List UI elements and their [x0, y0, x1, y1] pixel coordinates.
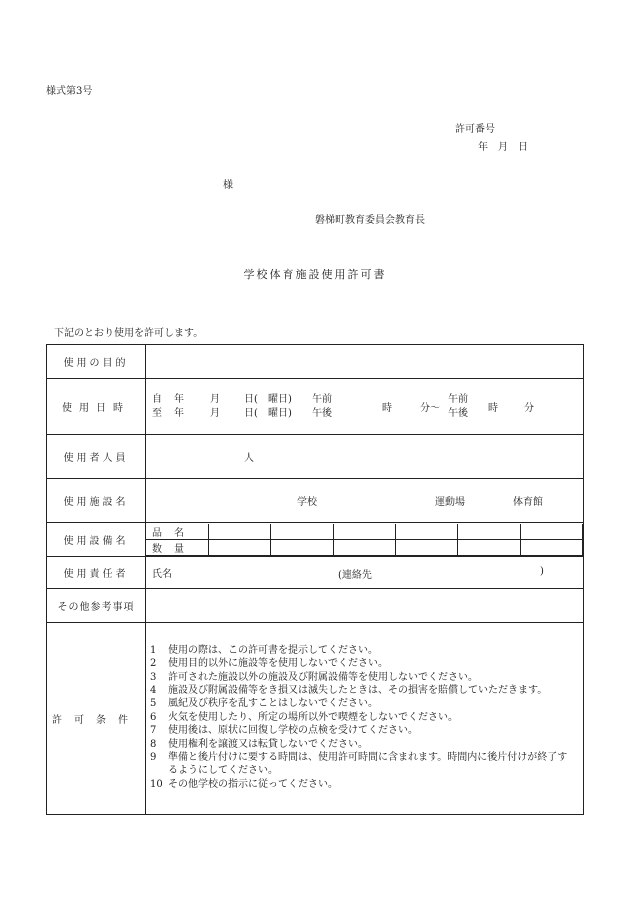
to-month: 月 — [210, 407, 220, 419]
row-facility — [47, 479, 584, 523]
row-conditions — [47, 623, 584, 815]
datetime-field[interactable] — [146, 379, 584, 435]
condition-item — [150, 684, 577, 697]
row-people — [47, 435, 584, 479]
equipment-quantity-cell[interactable] — [271, 539, 333, 555]
to-am: 午前 — [448, 393, 468, 405]
row-other — [47, 589, 584, 623]
to-pm: 午後 — [448, 407, 468, 419]
equipment-quantity-cell[interactable] — [458, 539, 520, 555]
permit-table — [46, 344, 584, 815]
from-year: 年 — [174, 393, 184, 405]
from-label: 自 — [152, 393, 162, 405]
form-number: 様式第3号 — [46, 86, 93, 97]
equipment-quantity-cell[interactable] — [520, 539, 582, 555]
condition-number: 4 — [150, 684, 157, 696]
row-responsible — [47, 557, 584, 589]
row-equipment — [47, 523, 584, 557]
from-day: 日( — [244, 393, 258, 405]
condition-number: 6 — [150, 711, 157, 723]
recipient-honorific: 様 — [223, 180, 233, 191]
condition-text: その他学校の指示に従ってください。 — [168, 778, 338, 790]
condition-text: 風紀及び秩序を乱すことはしないでください。 — [168, 698, 378, 710]
equipment-item-cell[interactable] — [458, 524, 520, 540]
to-day: 日( — [244, 407, 258, 419]
purpose-label: 使用の目的 — [47, 345, 146, 379]
from-am: 午前 — [312, 393, 332, 405]
start-hour: 時 — [382, 402, 392, 414]
start-minute-to: 分〜 — [420, 402, 440, 414]
equipment-quantity-cell[interactable] — [333, 539, 395, 555]
people-field[interactable] — [146, 435, 584, 479]
condition-item — [150, 778, 577, 791]
conditions-label: 許可条件 — [47, 623, 146, 815]
equipment-quantity-cell[interactable] — [209, 539, 271, 555]
row-datetime — [47, 379, 584, 435]
responsible-field[interactable] — [146, 557, 584, 589]
equipment-item-cell[interactable] — [520, 524, 582, 540]
facility-field[interactable] — [146, 479, 584, 523]
condition-item — [150, 697, 577, 710]
condition-number: 5 — [150, 698, 157, 710]
condition-item — [150, 724, 577, 737]
condition-number: 7 — [150, 725, 157, 737]
permit-number-label: 許可番号 — [455, 124, 495, 135]
condition-item — [150, 657, 577, 670]
to-label: 至 — [152, 407, 162, 419]
equipment-item-cell[interactable] — [395, 524, 457, 540]
condition-text: 準備と後片付けに要する時間は、使用許可時間に含まれます。時間内に後片付けが終了するようにしてください。 — [168, 752, 568, 777]
condition-text: 許可された施設以外の施設及び附属設備等を使用しないでください。 — [168, 671, 478, 683]
issue-date-label: 年 月 日 — [478, 142, 528, 153]
equipment-item-cell[interactable] — [333, 524, 395, 540]
other-label: その他参考事項 — [47, 589, 146, 623]
issuer-name: 磐梯町教育委員会教育長 — [315, 215, 425, 226]
condition-text: 使用目的以外に施設等を使用しないでください。 — [168, 658, 388, 670]
condition-item — [150, 751, 577, 778]
condition-number: 9 — [150, 752, 157, 764]
facility-gym: 体育館 — [513, 497, 543, 508]
end-hour: 時 — [488, 402, 498, 414]
equipment-quantity-cell[interactable] — [395, 539, 457, 555]
responsible-label: 使用責任者 — [47, 557, 146, 589]
condition-number: 2 — [150, 658, 157, 670]
people-label: 使用者人員 — [47, 435, 146, 479]
row-purpose — [47, 345, 584, 379]
condition-item — [150, 644, 577, 657]
facility-ground: 運動場 — [435, 497, 465, 508]
condition-text: 使用権利を譲渡又は転貸しないでください。 — [168, 738, 368, 750]
condition-number: 10 — [150, 778, 163, 790]
end-minute: 分 — [524, 402, 534, 414]
conditions-field — [146, 623, 584, 815]
conditions-list — [146, 642, 583, 795]
facility-school: 学校 — [297, 497, 317, 508]
equipment-item-label: 品名 — [146, 524, 209, 540]
from-month: 月 — [210, 393, 220, 405]
purpose-field[interactable] — [146, 345, 584, 379]
equipment-item-cell[interactable] — [209, 524, 271, 540]
equipment-label: 使用設備名 — [47, 523, 146, 557]
to-weekday: 曜日) — [268, 407, 292, 419]
to-year: 年 — [174, 407, 184, 419]
equipment-quantity-label: 数量 — [146, 539, 209, 555]
datetime-label: 使用日時 — [47, 379, 146, 435]
other-field[interactable] — [146, 589, 584, 623]
responsible-contact-close: ) — [540, 566, 544, 577]
equipment-field — [146, 523, 584, 557]
condition-text: 使用後は、原状に回復し学校の点検を受けてください。 — [168, 725, 418, 737]
from-weekday: 曜日) — [268, 393, 292, 405]
condition-number: 1 — [150, 644, 157, 656]
document-title: 学校体育施設使用許可書 — [243, 268, 387, 281]
lead-text: 下記のとおり使用を許可します。 — [54, 328, 204, 339]
people-unit: 人 — [244, 453, 254, 464]
condition-text: 使用の際は、この許可書を提示してください。 — [168, 644, 378, 656]
facility-label: 使用施設名 — [47, 479, 146, 523]
responsible-name-label: 氏名 — [152, 569, 172, 580]
condition-item — [150, 711, 577, 724]
from-pm: 午後 — [312, 407, 332, 419]
condition-item — [150, 738, 577, 751]
condition-number: 8 — [150, 738, 157, 750]
condition-item — [150, 671, 577, 684]
equipment-item-cell[interactable] — [271, 524, 333, 540]
responsible-contact-label: (連絡先 — [338, 570, 372, 581]
condition-text: 施設及び附属設備等をき損又は滅失したときは、その損害を賠償していただきます。 — [168, 684, 548, 696]
condition-text: 火気を使用したり、所定の場所以外で喫煙をしないでください。 — [168, 711, 458, 723]
condition-number: 3 — [150, 671, 157, 683]
equipment-grid — [146, 524, 583, 556]
